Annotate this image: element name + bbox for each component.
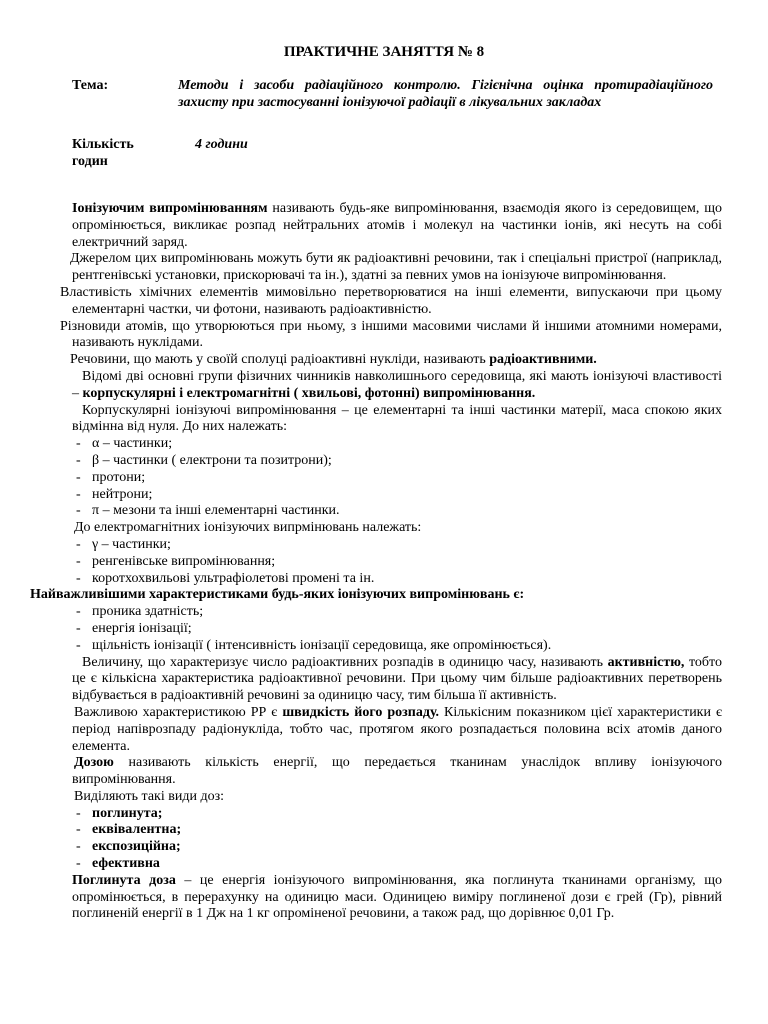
hours-label [72,136,134,170]
list-item-text: нейтрони; [92,486,153,502]
dose-types-list [72,806,722,873]
list-item [72,436,722,453]
list-item [72,470,722,487]
list-item [72,621,722,638]
paragraph-dose: Дозою називають кількість енергії, що передається тканинам унаслідок впливу іонізуючого випромінювання. [72,755,722,788]
paragraph-ionizing-radiation: Іонізуючим випромінюванням називають будь-яке випромінювання, взаємодія якого із середовищем, що опромінюється, викликає розпад нейтральних атомів і молекул на частинки іонів, які несуть на собі електричний заряд. [72,201,723,250]
list-item-text: щільність іонізації ( інтенсивність іонізації середовища, яке опромінюється). [92,637,552,653]
list-bullet: - [76,822,81,838]
list-item [72,503,722,520]
paragraph-activity: Величину, що характеризує число радіоактивних розпадів в одиницю часу, називають активністю, тобто це є кількісна характеристика радіоактивної речовини. При цьому чим більше радіоактивних перетворень відбувається в радіоактивній речовині за одиницю часу, тим більша її активність. [72,654,722,704]
hours-label-line2: годин [72,154,108,169]
document-body [30,201,723,923]
term-ionizing-radiation: Іонізуючим випромінюванням [72,201,268,216]
list-item-text: проника здатність; [92,604,204,620]
list-item [72,571,722,588]
paragraph-radioactive-substances: Речовини, що мають у своїй сполуці радіоактивні нукліди, називають радіоактивними. [70,352,597,368]
list-bullet: - [76,553,81,569]
list-item [72,604,722,621]
list-item-text: енергія іонізації; [92,620,192,636]
list-item [72,554,722,571]
topic-label: Тема: [72,78,109,93]
list-item-text: коротхохвильові ультрафіолетові промені та ін. [92,570,375,586]
paragraph-electromagnetic: До електромагнітних іонізуючих випрмінювань належать: [74,520,422,536]
paragraph-decay-rate: Важливою характеристикою РР є швидкість його розпаду. Кількісним показником цієї характеристики є період напіврозпаду радіонукліда, тобто час, протягом якого розпадається половина всіх атомів даного елемента. [72,704,722,754]
electromagnetic-list [72,537,722,587]
list-item-text: еквівалентна; [92,822,182,838]
paragraph-groups: Відомі дві основні групи фізичних чинників навколишнього середовища, які мають іонізуючі властивості – корпускулярні і електромагнітні ( хвильові, фотонні) випромінювання. [72,368,722,401]
list-item-text: π – мезони та інші елементарні частинки. [92,503,340,519]
paragraph-corpuscular: Корпускулярні іонізуючі випромінювання – це елементарні та інші частинки матерії, маса спокою яких відмінна від нуля. До них належать: [72,402,722,435]
list-item [72,537,722,554]
list-item-text: експозиційна; [92,839,181,855]
hours-label-line1: Кількість [72,137,134,152]
list-bullet: - [76,536,81,552]
list-item [72,487,722,504]
list-bullet: - [76,452,81,468]
paragraph-dose-types: Виділяють такі види доз: [74,788,225,804]
paragraph-absorbed-dose: Поглинута доза – це енергія іонізуючого випромінювання, яка поглинута тканинами організму, що опромінюється, в перерахунку на одиницю маси. Одиницею виміру поглиненої дози є грей (Гр), рівний поглиненій енергії в 1 Дж на 1 кг опроміненої речовини, а також рад, що дорівнює 0,01 Гр. [72,872,722,922]
list-item [72,839,722,856]
list-bullet: - [76,805,81,821]
list-bullet: - [76,469,81,485]
list-bullet: - [76,436,81,452]
paragraph-sources: Джерелом цих випромінювань можуть бути як радіоактивні речовини, так і спеціальні пристрої (наприклад, рентгенівські установки, прискорювачі та ін.), здатні за певних умов на іонізуюче випромінювання. [70,251,722,284]
page-title: ПРАКТИЧНЕ ЗАНЯТТЯ № 8 [283,44,485,60]
hours-value: 4 години [195,137,248,152]
list-bullet: - [76,637,81,653]
list-item-text: ефективна [92,856,160,872]
list-item-text: поглинута; [92,805,163,821]
list-bullet: - [76,570,81,586]
paragraph-nuclides: Різновиди атомів, що утворюються при ньому, з іншими масовими числами й іншими атомними номерами, називають нуклідами. [60,318,722,351]
list-item-text: γ – частинки; [92,536,171,552]
corpuscular-list [72,436,722,520]
list-bullet: - [76,503,81,519]
list-bullet: - [76,486,81,502]
characteristics-list [72,604,722,654]
list-bullet: - [76,839,81,855]
list-item [72,856,722,873]
paragraph-characteristics-heading: Найважливішими характеристиками будь-яких іонізуючих випромінювань є: [30,587,525,603]
list-bullet: - [76,604,81,620]
list-item [72,638,722,655]
list-bullet: - [76,620,81,636]
topic-text: Методи і засоби радіаційного контролю. Гігієнічна оцінка протирадіаційного захисту при застосуванні іонізуючої радіації в лікувальних закладах [178,78,713,110]
list-item-text: ренгенівське випромінювання; [92,553,276,569]
list-item-text: протони; [92,469,146,485]
list-item [72,806,722,823]
list-bullet: - [76,856,81,872]
paragraph-radioactivity: Властивість хімічних елементів мимовільно перетворюватися на інші елементи, випускаючи при цьому елементарні частки, чи фотони, називають радіоактивністю. [60,284,722,317]
list-item [72,822,722,839]
list-item-text: α – частинки; [92,436,173,452]
list-item [72,453,722,470]
list-item-text: β – частинки ( електрони та позитрони); [92,452,332,468]
